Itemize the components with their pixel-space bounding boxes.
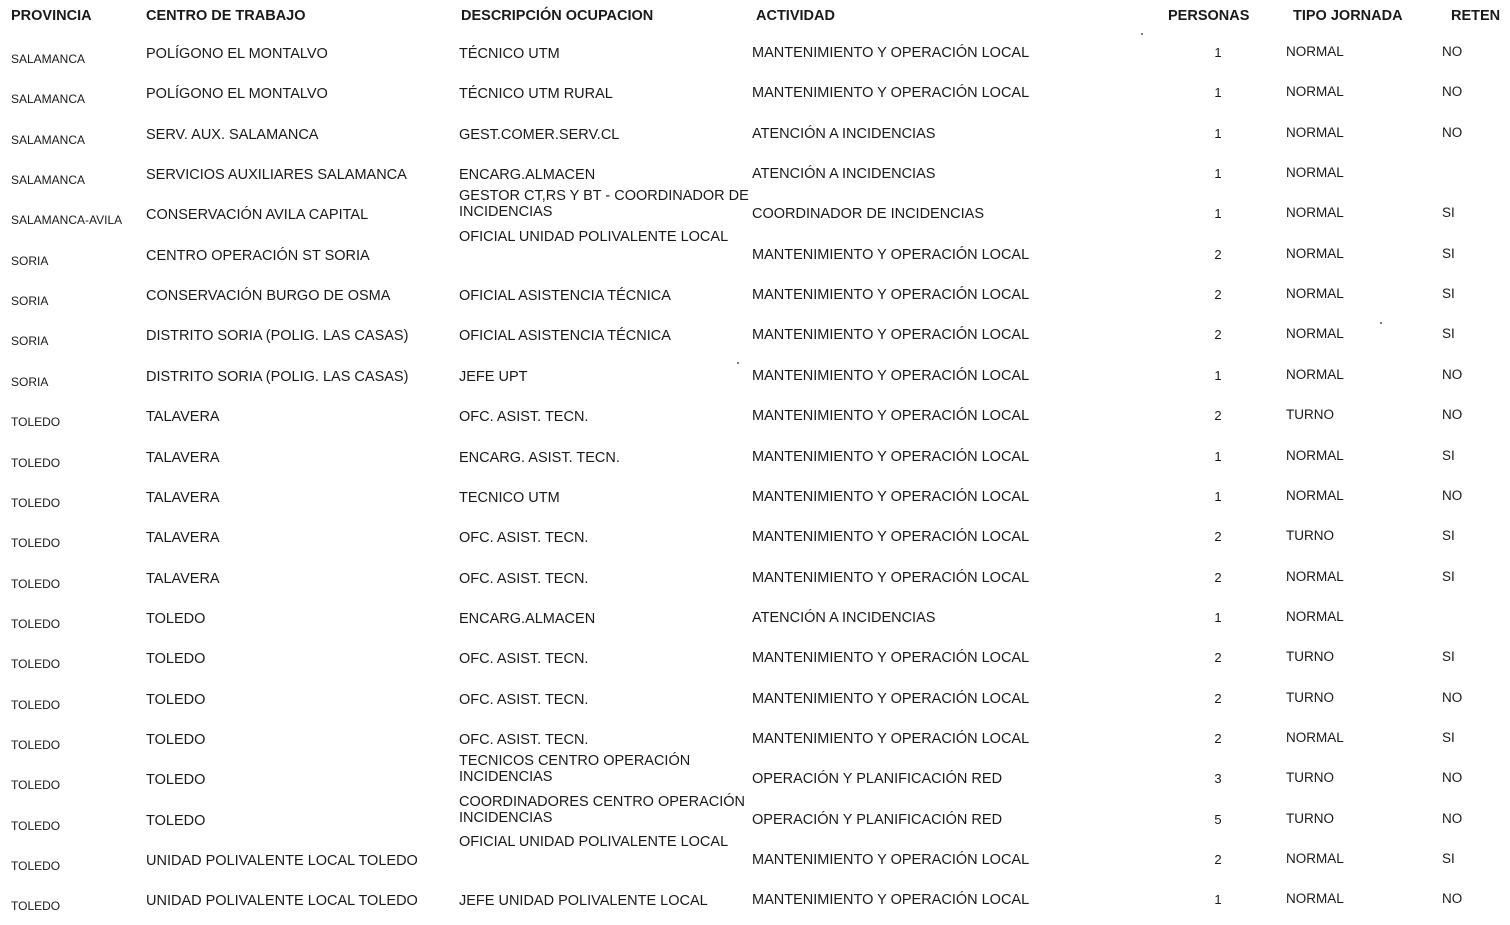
- cell-actividad: MANTENIMIENTO Y OPERACIÓN LOCAL: [752, 852, 1030, 868]
- cell-centro: TALAVERA: [146, 489, 220, 506]
- cell-provincia: TOLEDO: [11, 657, 61, 672]
- table-row: [0, 684, 1510, 724]
- cell-descripcion: JEFE UNIDAD POLIVALENTE LOCAL: [459, 893, 708, 910]
- table-row: [0, 361, 1510, 401]
- cell-centro: TALAVERA: [146, 570, 220, 587]
- table-row: [0, 280, 1510, 320]
- cell-tipo-jornada: NORMAL: [1286, 447, 1344, 463]
- cell-tipo-jornada: NORMAL: [1286, 608, 1344, 624]
- cell-centro: TALAVERA: [146, 530, 220, 547]
- cell-reten: SI: [1442, 245, 1455, 261]
- table-row: [0, 643, 1510, 683]
- cell-centro: TOLEDO: [146, 772, 206, 789]
- cell-actividad: ATENCIÓN A INCIDENCIAS: [752, 125, 936, 142]
- cell-reten: SI: [1442, 528, 1455, 544]
- cell-reten: SI: [1442, 447, 1455, 463]
- cell-tipo-jornada: NORMAL: [1286, 487, 1344, 503]
- cell-provincia: SALAMANCA: [11, 173, 86, 188]
- cell-centro: UNIDAD POLIVALENTE LOCAL TOLEDO: [146, 893, 418, 910]
- cell-provincia: TOLEDO: [11, 495, 61, 510]
- cell-descripcion: OFC. ASIST. TECN.: [459, 691, 589, 708]
- cell-actividad: MANTENIMIENTO Y OPERACIÓN LOCAL: [752, 529, 1030, 546]
- cell-centro: POLÍGONO EL MONTALVO: [146, 86, 328, 103]
- cell-reten: NO: [1442, 407, 1463, 423]
- cell-personas: 2: [1214, 852, 1222, 867]
- cell-descripcion: COORDINADORES CENTRO OPERACIÓN INCIDENCIAS: [459, 793, 745, 826]
- cell-personas: 1: [1214, 206, 1222, 222]
- cell-provincia: SORIA: [11, 374, 49, 389]
- cell-tipo-jornada: NORMAL: [1286, 84, 1344, 100]
- cell-tipo-jornada: TURNO: [1286, 810, 1334, 826]
- cell-personas: 1: [1214, 367, 1222, 383]
- cell-centro: POLÍGONO EL MONTALVO: [146, 46, 328, 62]
- cell-centro: CONSERVACIÓN AVILA CAPITAL: [146, 207, 369, 224]
- cell-reten: NO: [1442, 44, 1463, 59]
- cell-descripcion: OFC. ASIST. TECN.: [459, 651, 589, 668]
- cell-personas: 1: [1214, 448, 1222, 464]
- cell-centro: DISTRITO SORIA (POLIG. LAS CASAS): [146, 328, 409, 345]
- table-row: [0, 885, 1510, 925]
- cell-descripcion: GESTOR CT,RS Y BT - COORDINADOR DE INCIDENCIAS: [459, 188, 749, 221]
- cell-reten: NO: [1442, 366, 1463, 382]
- cell-reten: NO: [1442, 810, 1463, 826]
- cell-personas: 3: [1214, 771, 1222, 787]
- table-row: [0, 78, 1510, 118]
- cell-personas: 2: [1214, 287, 1222, 303]
- cell-descripcion: TECNICO UTM: [459, 489, 560, 506]
- cell-actividad: MANTENIMIENTO Y OPERACIÓN LOCAL: [752, 85, 1030, 102]
- table-row: [0, 228, 1510, 280]
- cell-reten: SI: [1442, 205, 1455, 221]
- cell-provincia: TOLEDO: [11, 899, 61, 914]
- cell-tipo-jornada: NORMAL: [1286, 851, 1344, 866]
- cell-reten: NO: [1442, 124, 1463, 140]
- cell-descripcion: ENCARG.ALMACEN: [459, 610, 596, 627]
- table-row: [0, 724, 1510, 764]
- cell-provincia: SALAMANCA: [11, 132, 86, 147]
- header-reten: RETEN: [1451, 8, 1501, 24]
- cell-provincia: SORIA: [11, 294, 49, 309]
- cell-personas: 2: [1214, 650, 1222, 666]
- cell-reten: NO: [1442, 770, 1463, 786]
- cell-actividad: MANTENIMIENTO Y OPERACIÓN LOCAL: [752, 246, 1030, 263]
- cell-tipo-jornada: NORMAL: [1286, 568, 1344, 584]
- cell-reten: SI: [1442, 649, 1455, 665]
- scan-speck: [737, 362, 739, 364]
- cell-descripcion: TÉCNICO UTM: [459, 46, 560, 62]
- cell-tipo-jornada: TURNO: [1286, 649, 1334, 665]
- cell-reten: SI: [1442, 729, 1455, 745]
- cell-tipo-jornada: TURNO: [1286, 689, 1334, 705]
- cell-tipo-jornada: NORMAL: [1286, 326, 1344, 342]
- cell-actividad: ATENCIÓN A INCIDENCIAS: [752, 166, 936, 183]
- cell-descripcion: ENCARG. ASIST. TECN.: [459, 449, 620, 466]
- cell-centro: TOLEDO: [146, 812, 206, 829]
- cell-personas: 1: [1214, 45, 1222, 60]
- cell-provincia: TOLEDO: [11, 415, 61, 430]
- cell-centro: CENTRO OPERACIÓN ST SORIA: [146, 247, 370, 264]
- cell-actividad: MANTENIMIENTO Y OPERACIÓN LOCAL: [752, 448, 1030, 465]
- cell-provincia: TOLEDO: [11, 859, 61, 873]
- table-row: [0, 159, 1510, 199]
- cell-personas: 1: [1214, 609, 1222, 625]
- cell-reten: SI: [1442, 286, 1455, 302]
- cell-actividad: MANTENIMIENTO Y OPERACIÓN LOCAL: [752, 327, 1030, 344]
- cell-tipo-jornada: NORMAL: [1286, 44, 1344, 59]
- cell-provincia: TOLEDO: [11, 818, 61, 833]
- cell-reten: NO: [1442, 487, 1463, 503]
- table-row: [0, 442, 1510, 482]
- cell-descripcion: JEFE UPT: [459, 368, 528, 385]
- cell-personas: 2: [1214, 569, 1222, 585]
- table-row: [0, 834, 1510, 885]
- table-row: [0, 482, 1510, 522]
- table-row: [0, 522, 1510, 562]
- header-descripcion: DESCRIPCIÓN OCUPACION: [461, 8, 654, 24]
- cell-descripcion: TECNICOS CENTRO OPERACIÓN INCIDENCIAS: [459, 753, 691, 786]
- cell-provincia: SALAMANCA: [11, 52, 86, 66]
- cell-centro: TOLEDO: [146, 731, 206, 748]
- cell-tipo-jornada: TURNO: [1286, 528, 1334, 544]
- cell-personas: 2: [1214, 690, 1222, 706]
- cell-tipo-jornada: NORMAL: [1286, 891, 1344, 907]
- table-row: [0, 38, 1510, 78]
- header-personas: PERSONAS: [1168, 8, 1250, 24]
- cell-provincia: TOLEDO: [11, 778, 61, 793]
- scan-speck: [1380, 322, 1382, 324]
- table-row: [0, 119, 1510, 159]
- cell-descripcion: OFC. ASIST. TECN.: [459, 530, 589, 547]
- cell-actividad: MANTENIMIENTO Y OPERACIÓN LOCAL: [752, 367, 1030, 384]
- cell-reten: SI: [1442, 326, 1455, 342]
- cell-centro: TOLEDO: [146, 651, 206, 668]
- cell-descripcion: OFICIAL ASISTENCIA TÉCNICA: [459, 328, 671, 345]
- header-actividad: ACTIVIDAD: [756, 8, 835, 24]
- cell-centro: CONSERVACIÓN BURGO DE OSMA: [146, 288, 391, 305]
- cell-descripcion: GEST.COMER.SERV.CL: [459, 126, 620, 143]
- cell-centro: TOLEDO: [146, 691, 206, 708]
- cell-tipo-jornada: NORMAL: [1286, 165, 1344, 181]
- cell-actividad: MANTENIMIENTO Y OPERACIÓN LOCAL: [752, 730, 1030, 747]
- cell-descripcion: OFICIAL UNIDAD POLIVALENTE LOCAL: [459, 834, 729, 850]
- cell-centro: TALAVERA: [146, 449, 220, 466]
- cell-reten: SI: [1442, 851, 1455, 866]
- table-row: [0, 320, 1510, 360]
- cell-tipo-jornada: NORMAL: [1286, 286, 1344, 302]
- table-row: [0, 563, 1510, 603]
- cell-personas: 1: [1214, 892, 1222, 908]
- cell-descripcion: OFICIAL UNIDAD POLIVALENTE LOCAL: [459, 228, 729, 245]
- cell-centro: SERVICIOS AUXILIARES SALAMANCA: [146, 167, 407, 184]
- cell-provincia: SORIA: [11, 334, 49, 349]
- cell-provincia: TOLEDO: [11, 737, 61, 752]
- cell-descripcion: OFICIAL ASISTENCIA TÉCNICA: [459, 288, 671, 305]
- cell-reten: NO: [1442, 84, 1463, 100]
- cell-actividad: MANTENIMIENTO Y OPERACIÓN LOCAL: [752, 488, 1030, 505]
- table-row: [0, 753, 1510, 804]
- cell-provincia: TOLEDO: [11, 455, 61, 470]
- cell-descripcion: TÉCNICO UTM RURAL: [459, 86, 613, 103]
- cell-centro: UNIDAD POLIVALENTE LOCAL TOLEDO: [146, 853, 418, 869]
- cell-centro: TALAVERA: [146, 409, 220, 426]
- header-tipo-jornada: TIPO JORNADA: [1293, 8, 1403, 24]
- cell-descripcion: OFC. ASIST. TECN.: [459, 409, 589, 426]
- cell-actividad: COORDINADOR DE INCIDENCIAS: [752, 206, 985, 223]
- cell-personas: 5: [1214, 811, 1222, 827]
- cell-actividad: MANTENIMIENTO Y OPERACIÓN LOCAL: [752, 287, 1030, 304]
- cell-personas: 2: [1214, 246, 1222, 262]
- cell-personas: 1: [1214, 125, 1222, 141]
- cell-actividad: MANTENIMIENTO Y OPERACIÓN LOCAL: [752, 569, 1030, 586]
- cell-provincia: SALAMANCA-AVILA: [11, 213, 123, 228]
- cell-provincia: SALAMANCA: [11, 92, 86, 107]
- cell-tipo-jornada: NORMAL: [1286, 205, 1344, 221]
- cell-actividad: OPERACIÓN Y PLANIFICACIÓN RED: [752, 811, 1003, 828]
- cell-descripcion: ENCARG.ALMACEN: [459, 167, 596, 184]
- header-centro: CENTRO DE TRABAJO: [146, 8, 306, 24]
- cell-provincia: TOLEDO: [11, 576, 61, 591]
- cell-tipo-jornada: NORMAL: [1286, 729, 1344, 745]
- cell-personas: 1: [1214, 166, 1222, 182]
- cell-tipo-jornada: TURNO: [1286, 770, 1334, 786]
- cell-actividad: MANTENIMIENTO Y OPERACIÓN LOCAL: [752, 408, 1030, 425]
- cell-personas: 1: [1214, 85, 1222, 101]
- cell-tipo-jornada: NORMAL: [1286, 124, 1344, 140]
- cell-centro: TOLEDO: [146, 610, 206, 627]
- cell-personas: 2: [1214, 529, 1222, 545]
- cell-personas: 2: [1214, 327, 1222, 343]
- cell-provincia: TOLEDO: [11, 616, 61, 631]
- cell-provincia: SORIA: [11, 253, 49, 268]
- cell-tipo-jornada: NORMAL: [1286, 366, 1344, 382]
- cell-provincia: TOLEDO: [11, 536, 61, 551]
- cell-actividad: MANTENIMIENTO Y OPERACIÓN LOCAL: [752, 650, 1030, 667]
- cell-actividad: MANTENIMIENTO Y OPERACIÓN LOCAL: [752, 892, 1030, 909]
- cell-actividad: OPERACIÓN Y PLANIFICACIÓN RED: [752, 771, 1003, 788]
- cell-actividad: MANTENIMIENTO Y OPERACIÓN LOCAL: [752, 45, 1030, 61]
- cell-actividad: MANTENIMIENTO Y OPERACIÓN LOCAL: [752, 690, 1030, 707]
- cell-tipo-jornada: NORMAL: [1286, 245, 1344, 261]
- cell-reten: NO: [1442, 891, 1463, 907]
- cell-personas: 2: [1214, 408, 1222, 424]
- cell-personas: 2: [1214, 730, 1222, 746]
- cell-descripcion: OFC. ASIST. TECN.: [459, 731, 589, 748]
- cell-provincia: TOLEDO: [11, 697, 61, 712]
- scan-speck: [1141, 33, 1143, 35]
- cell-reten: SI: [1442, 568, 1455, 584]
- cell-centro: SERV. AUX. SALAMANCA: [146, 126, 319, 143]
- header-provincia: PROVINCIA: [11, 8, 92, 24]
- cell-personas: 1: [1214, 488, 1222, 504]
- cell-actividad: ATENCIÓN A INCIDENCIAS: [752, 609, 936, 626]
- cell-tipo-jornada: TURNO: [1286, 407, 1334, 423]
- table-row: [0, 793, 1510, 845]
- table-row: [0, 401, 1510, 441]
- table-row: [0, 603, 1510, 643]
- cell-reten: NO: [1442, 689, 1463, 705]
- cell-descripcion: OFC. ASIST. TECN.: [459, 570, 589, 587]
- table-row: [0, 188, 1510, 239]
- cell-centro: DISTRITO SORIA (POLIG. LAS CASAS): [146, 368, 409, 385]
